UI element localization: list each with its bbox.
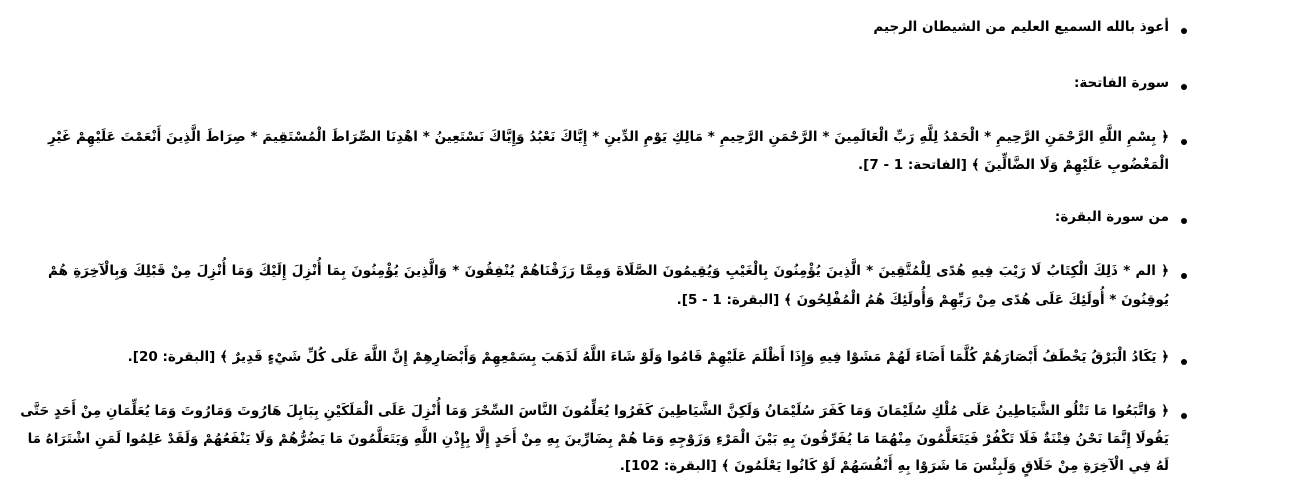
bullet-icon (1181, 413, 1187, 419)
baqarah-102-line-1: ﴿ وَاتَّبَعُوا مَا تَتْلُو الشَّيَاطِينُ عَلَى مُلْكِ سُلَيْمَانَ وَمَا كَفَرَ سُلَيْمَانُ وَلَكِنَّ الشَّيَاطِينَ كَفَرُوا يُعَلِّمُونَ النَّاسَ السِّحْرَ وَمَا أُنْزِلَ عَلَى الْمَلَكَيْنِ بِبَابِلَ هَارُوتَ وَمَارُوتَ وَمَا يُعَلِّمَانِ مِنْ أَحَدٍ حَتَّى (20, 403, 1169, 419)
fatiha-verse-line-2: الْمَغْضُوبِ عَلَيْهِمْ وَلَا الضَّالِّينَ ﴾ [الفاتحة: 1 - 7]. (858, 157, 1169, 173)
section-heading-fatiha: سورة الفاتحة: (1073, 75, 1169, 91)
bullet-icon (1181, 359, 1187, 365)
istiadha-line: أعوذ بالله السميع العليم من الشيطان الرجيم (873, 19, 1169, 35)
baqarah-1-5-line-1: ﴿ الم * ذَلِكَ الْكِتَابُ لَا رَيْبَ فِيهِ هُدًى لِلْمُتَّقِينَ * الَّذِينَ يُؤْمِنُونَ بِالْغَيْبِ وَيُقِيمُونَ الصَّلَاةَ وَمِمَّا رَزَقْنَاهُمْ يُنْفِقُونَ * وَالَّذِينَ يُؤْمِنُونَ بِمَا أُنْزِلَ إِلَيْكَ وَمَا أُنْزِلَ مِنْ قَبْلِكَ وَبِالْآخِرَةِ هُمْ (48, 263, 1169, 279)
bullet-icon (1181, 218, 1187, 224)
bullet-icon (1181, 84, 1187, 90)
baqarah-1-5-line-2: يُوقِنُونَ * أُولَئِكَ عَلَى هُدًى مِنْ رَبِّهِمْ وَأُولَئِكَ هُمُ الْمُفْلِحُونَ ﴾ [البقرة: 1 - 5]. (676, 292, 1169, 308)
bullet-icon (1181, 273, 1187, 279)
baqarah-102-line-2: يَقُولَا إِنَّمَا نَحْنُ فِتْنَةٌ فَلَا تَكْفُرْ فَيَتَعَلَّمُونَ مِنْهُمَا مَا يُفَرِّقُونَ بِهِ بَيْنَ الْمَرْءِ وَزَوْجِهِ وَمَا هُمْ بِضَارِّينَ بِهِ مِنْ أَحَدٍ إِلَّا بِإِذْنِ اللَّهِ وَيَتَعَلَّمُونَ مَا يَضُرُّهُمْ وَلَا يَنْفَعُهُمْ وَلَقَدْ عَلِمُوا لَمَنِ اشْتَرَاهُ مَا (27, 431, 1169, 447)
section-heading-baqarah: من سورة البقرة: (1054, 209, 1169, 225)
bullet-icon (1181, 28, 1187, 34)
baqarah-20-line: ﴿ يَكَادُ الْبَرْقُ يَخْطَفُ أَبْصَارَهُمْ كُلَّمَا أَضَاءَ لَهُمْ مَشَوْا فِيهِ وَإِذَا أَظْلَمَ عَلَيْهِمْ قَامُوا وَلَوْ شَاءَ اللَّهُ لَذَهَبَ بِسَمْعِهِمْ وَأَبْصَارِهِمْ إِنَّ اللَّهَ عَلَى كُلِّ شَيْءٍ قَدِيرٌ ﴾ [البقرة: 20]. (127, 349, 1169, 365)
bullet-icon (1181, 139, 1187, 145)
fatiha-verse-line-1: ﴿ بِسْمِ اللَّهِ الرَّحْمَنِ الرَّحِيمِ * الْحَمْدُ لِلَّهِ رَبِّ الْعَالَمِينَ * الرَّحْمَنِ الرَّحِيمِ * مَالِكِ يَوْمِ الدِّينِ * إِيَّاكَ نَعْبُدُ وَإِيَّاكَ نَسْتَعِينُ * اهْدِنَا الصِّرَاطَ الْمُسْتَقِيمَ * صِرَاطَ الَّذِينَ أَنْعَمْتَ عَلَيْهِمْ غَيْرِ (48, 129, 1169, 145)
baqarah-102-line-3: لَهُ فِي الْآخِرَةِ مِنْ خَلَاقٍ وَلَبِئْسَ مَا شَرَوْا بِهِ أَنْفُسَهُمْ لَوْ كَانُوا يَعْلَمُونَ ﴾ [البقرة: 102]. (619, 458, 1169, 474)
